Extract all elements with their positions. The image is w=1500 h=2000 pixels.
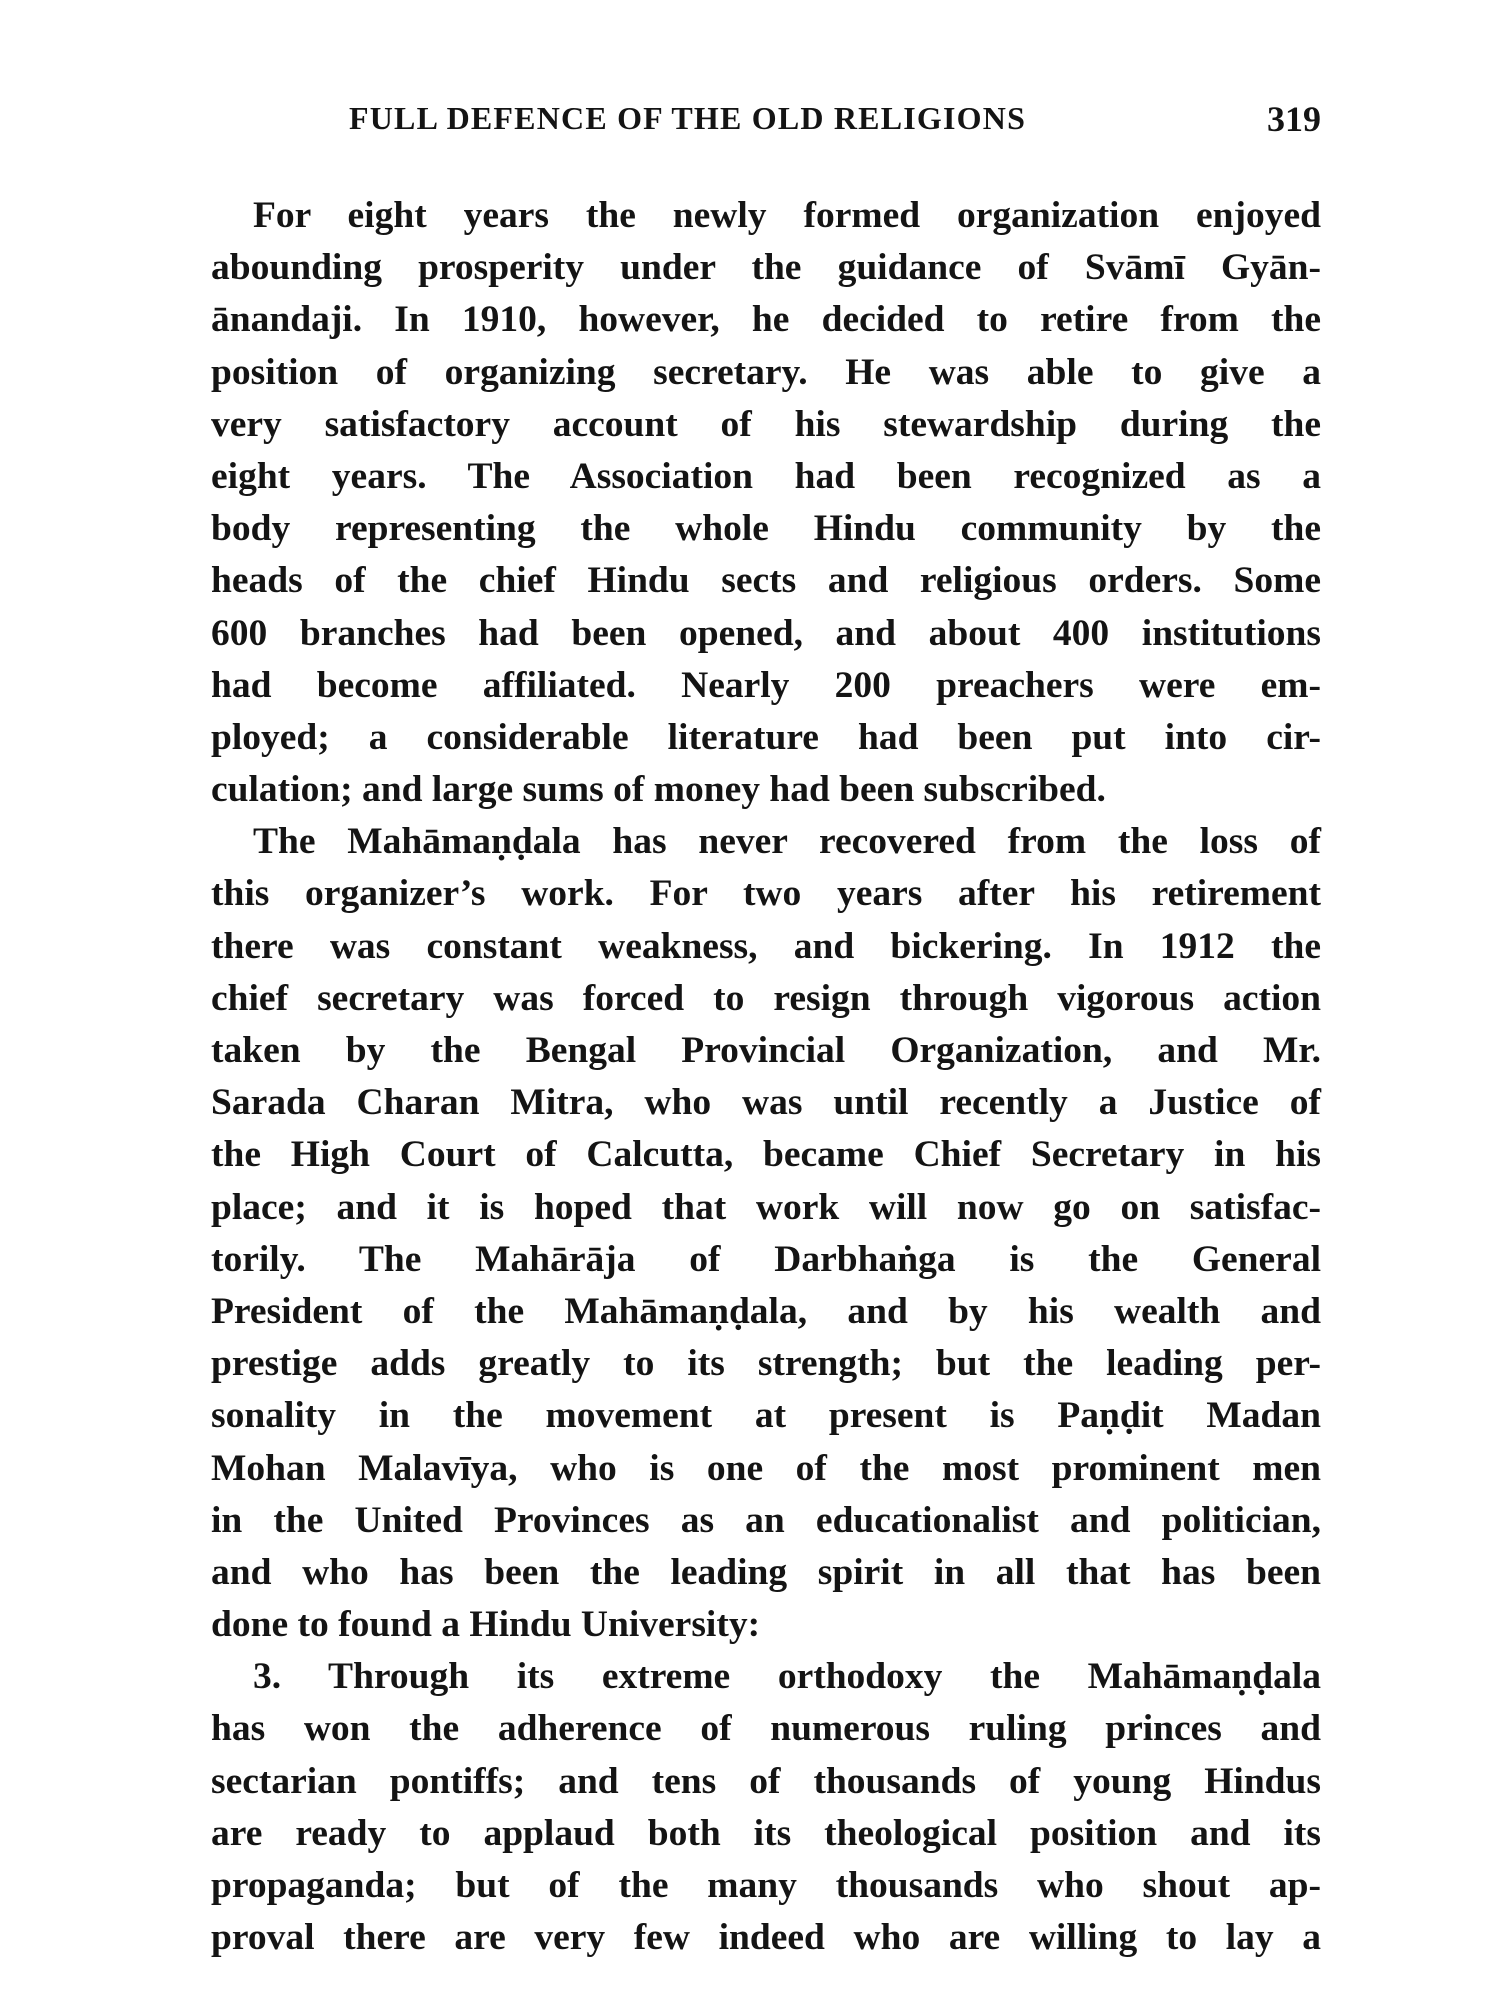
text-line: the High Court of Calcutta, became Chief Secretary in his [211, 1134, 1321, 1176]
text-line: 3. Through its extreme orthodoxy the Mahāmaṇḍala [253, 1656, 1321, 1698]
text-line: ānandaji. In 1910, however, he decided to retire from the [211, 299, 1321, 341]
text-line: are ready to applaud both its theological position and its [211, 1812, 1321, 1854]
text-line: chief secretary was forced to resign through vigorous action [211, 977, 1321, 1019]
text-line: The Mahāmaṇḍala has never recovered from the loss of [253, 821, 1321, 863]
body-text [211, 190, 1321, 1964]
text-line: heads of the chief Hindu sects and religious orders. Some [211, 560, 1321, 602]
text-line: prestige adds greatly to its strength; but the leading per- [211, 1343, 1321, 1385]
text-line: place; and it is hoped that work will now go on satisfac- [211, 1186, 1321, 1228]
text-line: abounding prosperity under the guidance of Svāmī Gyān- [211, 247, 1321, 289]
text-line: body representing the whole Hindu community by the [211, 508, 1321, 550]
text-line: sonality in the movement at present is Paṇḍit Madan [211, 1395, 1321, 1437]
text-line: proval there are very few indeed who are willing to lay a [211, 1917, 1321, 1959]
text-line: in the United Provinces as an educationalist and politician, [211, 1499, 1321, 1541]
text-line: Mohan Malavīya, who is one of the most prominent men [211, 1447, 1321, 1489]
text-line: sectarian pontiffs; and tens of thousands of young Hindus [211, 1760, 1321, 1802]
running-head [349, 100, 1321, 146]
text-line: and who has been the leading spirit in all that has been [211, 1551, 1321, 1593]
text-line: done to found a Hindu University: [211, 1604, 761, 1646]
text-line: President of the Mahāmaṇḍala, and by his wealth and [211, 1290, 1321, 1332]
text-line: ployed; a considerable literature had been put into cir- [211, 716, 1321, 758]
text-line: very satisfactory account of his stewardship during the [211, 403, 1321, 445]
text-line: culation; and large sums of money had been subscribed. [211, 769, 1106, 811]
text-line: Sarada Charan Mitra, who was until recently a Justice of [211, 1082, 1321, 1124]
text-line: had become affiliated. Nearly 200 preachers were em- [211, 664, 1321, 706]
text-line: there was constant weakness, and bickering. In 1912 the [211, 925, 1321, 967]
text-line: has won the adherence of numerous ruling princes and [211, 1708, 1321, 1750]
text-line: taken by the Bengal Provincial Organization, and Mr. [211, 1030, 1321, 1071]
text-line: this organizer’s work. For two years after his retirement [211, 873, 1321, 915]
text-line: For eight years the newly formed organization enjoyed [253, 195, 1321, 236]
text-line: 600 branches had been opened, and about 400 institutions [211, 612, 1321, 654]
text-line: propaganda; but of the many thousands who shout ap- [211, 1865, 1321, 1906]
text-line: torily. The Mahārāja of Darbhaṅga is the General [211, 1238, 1321, 1280]
text-line: eight years. The Association had been recognized as a [211, 455, 1321, 497]
page-number: 319 [1267, 99, 1321, 139]
chapter-title: FULL DEFENCE OF THE OLD RELIGIONS [349, 100, 1027, 136]
text-line: position of organizing secretary. He was able to give a [211, 351, 1321, 393]
